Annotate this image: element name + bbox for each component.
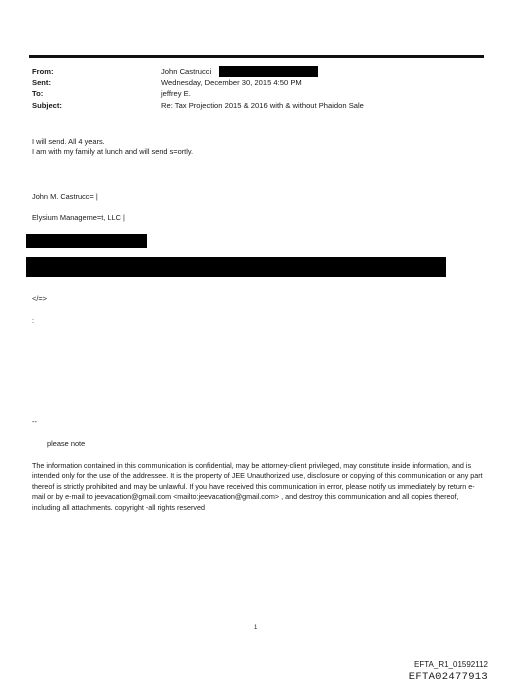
to-value: jeffrey E.: [161, 89, 191, 98]
body-line-2: I am with my family at lunch and will send s=ortly.: [32, 147, 194, 156]
efta-reference-large: EFTA02477913: [408, 671, 488, 683]
sent-value: Wednesday, December 30, 2015 4:50 PM: [161, 78, 302, 87]
subject-label: Subject:: [32, 101, 62, 110]
to-label: To:: [32, 89, 44, 98]
colon-text: :: [32, 316, 35, 325]
signature-company: Elysium Manageme=t, LLC |: [32, 213, 125, 222]
sent-label: Sent:: [32, 78, 51, 87]
signature-name: John M. Castrucc= |: [32, 192, 98, 201]
page-number: 1: [254, 625, 258, 631]
redaction-block-1: [26, 234, 147, 248]
separator-dashes: --: [32, 417, 37, 426]
redaction-block-2: [26, 257, 446, 277]
confidentiality-disclaimer: The information contained in this communication is confidential, may be attorney-client privileged, may constitute inside information, and is intended only for the use of the addressee. It is the property of JEE Unauthorized use, disclosure or copying of this communication or any part thereof is strictly prohibited and may be unlawful. If you have received this communication in error, please notify us immediately by return e-mail or by e-mail to jeevacation@gmail.com <mailto:jeevacation@gmail.com> , and destroy this communication and all copies thereof, including all attachments. copyright -all rights reserved: [32, 461, 483, 512]
subject-value: Re: Tax Projection 2015 & 2016 with & without Phaidon Sale: [161, 101, 364, 110]
from-label: From:: [32, 67, 54, 76]
redaction-email: [219, 66, 318, 77]
header-divider: [29, 55, 484, 58]
please-note-text: please note: [47, 439, 86, 448]
html-tag-text: </=>: [32, 294, 48, 303]
efta-reference-small: EFTA_R1_01592112: [414, 660, 488, 669]
body-line-1: I will send. All 4 years.: [32, 137, 105, 146]
from-value: John Castrucci: [161, 67, 212, 76]
